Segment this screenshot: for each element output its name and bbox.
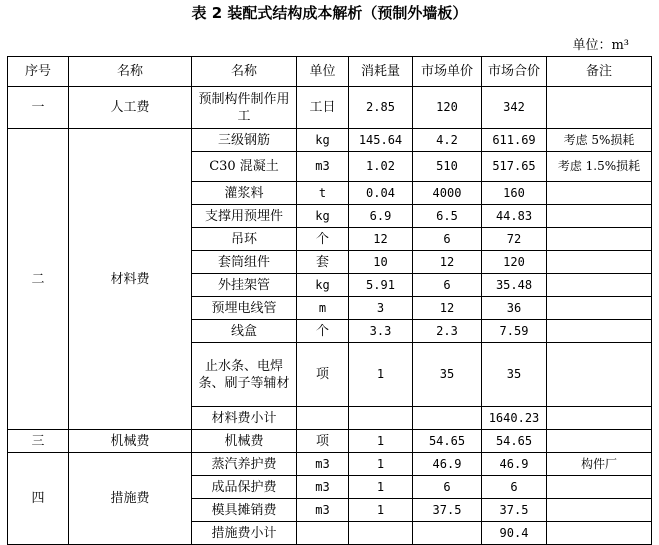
- cell-name: 预制构件制作用工: [192, 87, 297, 129]
- cell-qty: 1: [349, 430, 413, 453]
- cell-qty: 2.85: [349, 87, 413, 129]
- cell-note: [547, 343, 652, 407]
- cell-unit: 项: [297, 430, 349, 453]
- cell-qty: 6.9: [349, 205, 413, 228]
- cell-total: 44.83: [482, 205, 547, 228]
- cell-note: [547, 407, 652, 430]
- cell-qty: 1: [349, 343, 413, 407]
- cell-price: 2.3: [413, 320, 482, 343]
- cell-name: 成品保护费: [192, 476, 297, 499]
- group-category: 材料费: [69, 129, 192, 430]
- cell-qty: 1: [349, 453, 413, 476]
- header-row: [8, 57, 652, 87]
- header-price: 市场单价: [413, 57, 482, 87]
- cell-total: 72: [482, 228, 547, 251]
- cell-total: 517.65: [482, 152, 547, 182]
- cell-name: 蒸汽养护费: [192, 453, 297, 476]
- cell-price: 12: [413, 297, 482, 320]
- cell-note: 考虑 1.5%损耗: [547, 152, 652, 182]
- cell-note: [547, 87, 652, 129]
- cell-total: 611.69: [482, 129, 547, 152]
- cell-price: [413, 522, 482, 545]
- cell-name: 止水条、电焊条、刷子等辅材: [192, 343, 297, 407]
- cell-note: [547, 228, 652, 251]
- group-index: 二: [8, 129, 69, 430]
- table-title: 表 2 装配式结构成本解析（预制外墙板）: [191, 4, 468, 22]
- cell-price: 6.5: [413, 205, 482, 228]
- cell-unit: kg: [297, 274, 349, 297]
- cell-total: 36: [482, 297, 547, 320]
- cell-price: 35: [413, 343, 482, 407]
- cell-unit: 套: [297, 251, 349, 274]
- cell-note: [547, 182, 652, 205]
- cell-note: [547, 499, 652, 522]
- cell-unit: [297, 522, 349, 545]
- cell-unit: 个: [297, 320, 349, 343]
- cell-price: 6: [413, 274, 482, 297]
- cell-qty: 145.64: [349, 129, 413, 152]
- cell-qty: 10: [349, 251, 413, 274]
- header-category: 名称: [69, 57, 192, 87]
- cell-note: [547, 320, 652, 343]
- cell-total: 54.65: [482, 430, 547, 453]
- cost-table: [7, 56, 652, 545]
- cell-name: 措施费小计: [192, 522, 297, 545]
- cell-total: 35: [482, 343, 547, 407]
- table-row: [8, 430, 652, 453]
- cell-note: [547, 297, 652, 320]
- cell-name: 材料费小计: [192, 407, 297, 430]
- cell-unit: m3: [297, 453, 349, 476]
- cell-name: 套筒组件: [192, 251, 297, 274]
- cell-name: 三级钢筋: [192, 129, 297, 152]
- cell-price: 37.5: [413, 499, 482, 522]
- header-total: 市场合价: [482, 57, 547, 87]
- cell-price: 54.65: [413, 430, 482, 453]
- table-row: [8, 453, 652, 476]
- cell-qty: 5.91: [349, 274, 413, 297]
- table-row: [8, 129, 652, 152]
- group-category: 措施费: [69, 453, 192, 545]
- cell-name: 预埋电线管: [192, 297, 297, 320]
- cell-qty: 0.04: [349, 182, 413, 205]
- cell-note: [547, 205, 652, 228]
- header-note: 备注: [547, 57, 652, 87]
- cell-unit: m3: [297, 152, 349, 182]
- header-unit: 单位: [297, 57, 349, 87]
- cell-unit: 项: [297, 343, 349, 407]
- cell-unit: kg: [297, 205, 349, 228]
- cell-name: 吊环: [192, 228, 297, 251]
- cell-unit: m3: [297, 476, 349, 499]
- cell-price: [413, 407, 482, 430]
- cell-total: 6: [482, 476, 547, 499]
- cell-price: 4.2: [413, 129, 482, 152]
- cell-total: 160: [482, 182, 547, 205]
- cell-total: 1640.23: [482, 407, 547, 430]
- cell-unit: t: [297, 182, 349, 205]
- cell-unit: 工日: [297, 87, 349, 129]
- cell-price: 12: [413, 251, 482, 274]
- group-index: 一: [8, 87, 69, 129]
- cell-price: 6: [413, 476, 482, 499]
- group-index: 四: [8, 453, 69, 545]
- cell-total: 37.5: [482, 499, 547, 522]
- cell-unit: [297, 407, 349, 430]
- cell-qty: [349, 407, 413, 430]
- cell-qty: [349, 522, 413, 545]
- cell-name: 机械费: [192, 430, 297, 453]
- group-category: 机械费: [69, 430, 192, 453]
- table-row: [8, 87, 652, 129]
- cell-total: 46.9: [482, 453, 547, 476]
- cell-unit: m3: [297, 499, 349, 522]
- cell-qty: 3.3: [349, 320, 413, 343]
- cell-qty: 1: [349, 476, 413, 499]
- cell-price: 6: [413, 228, 482, 251]
- cell-total: 342: [482, 87, 547, 129]
- cell-qty: 12: [349, 228, 413, 251]
- cell-name: 模具摊销费: [192, 499, 297, 522]
- cell-price: 46.9: [413, 453, 482, 476]
- cell-qty: 3: [349, 297, 413, 320]
- cell-total: 7.59: [482, 320, 547, 343]
- cell-unit: kg: [297, 129, 349, 152]
- cell-note: [547, 522, 652, 545]
- cell-note: [547, 274, 652, 297]
- table-body: [8, 87, 652, 545]
- cell-price: 4000: [413, 182, 482, 205]
- group-category: 人工费: [69, 87, 192, 129]
- cell-total: 120: [482, 251, 547, 274]
- cell-name: 外挂架管: [192, 274, 297, 297]
- cell-unit: m: [297, 297, 349, 320]
- unit-label: 单位：m³: [572, 38, 629, 53]
- cell-name: 线盒: [192, 320, 297, 343]
- cell-qty: 1.02: [349, 152, 413, 182]
- cell-unit: 个: [297, 228, 349, 251]
- cell-note: [547, 251, 652, 274]
- cell-name: C30 混凝土: [192, 152, 297, 182]
- cell-name: 灌浆料: [192, 182, 297, 205]
- group-index: 三: [8, 430, 69, 453]
- cell-qty: 1: [349, 499, 413, 522]
- cell-note: [547, 476, 652, 499]
- cell-price: 120: [413, 87, 482, 129]
- cell-name: 支撑用预埋件: [192, 205, 297, 228]
- cell-total: 90.4: [482, 522, 547, 545]
- cell-note: [547, 430, 652, 453]
- header-index: 序号: [8, 57, 69, 87]
- cell-total: 35.48: [482, 274, 547, 297]
- header-qty: 消耗量: [349, 57, 413, 87]
- cell-note: 构件厂: [547, 453, 652, 476]
- cell-note: 考虑 5%损耗: [547, 129, 652, 152]
- header-name: 名称: [192, 57, 297, 87]
- cell-price: 510: [413, 152, 482, 182]
